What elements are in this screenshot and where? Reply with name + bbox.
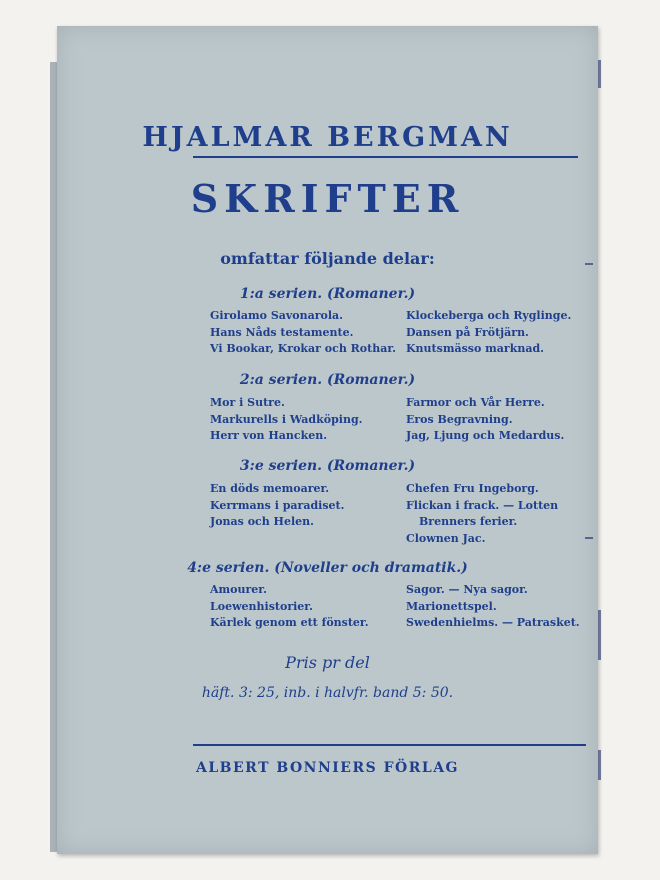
edge-mark (585, 263, 593, 265)
list-item: Eros Begravning. (406, 412, 513, 426)
price-details: häft. 3: 25, inb. i halvfr. band 5: 50. (201, 685, 454, 701)
series-2-right-column (406, 395, 564, 445)
series-4-heading: 4:e serien. (Noveller och dramatik.) (187, 560, 468, 576)
series-1-left-column (210, 308, 396, 358)
list-item: En döds memoarer. (210, 482, 330, 495)
series-2-heading: 2:a serien. (Romaner.) (239, 372, 416, 388)
list-item: Swedenhielms. — Patrasket. (406, 616, 580, 629)
series-2-left-column (210, 395, 362, 445)
series-1-heading: 1:a serien. (Romaner.) (239, 286, 416, 302)
list-item: Herr von Hancken. (210, 429, 328, 442)
list-item: Clownen Jac. (406, 531, 486, 545)
top-rule (193, 156, 578, 158)
list-item: Flickan i frack. — Lotten (406, 498, 559, 512)
list-item: Klockeberga och Ryglinge. (406, 309, 572, 322)
list-item: Kärlek genom ett fönster. (210, 616, 369, 629)
list-item: Hans Nåds testamente. (210, 325, 354, 339)
list-item: Dansen på Frötjärn. (406, 325, 529, 339)
series-3-left-column (210, 481, 344, 531)
list-item: Brenners ferier. (419, 515, 518, 528)
list-item: Kerrmans i paradiset. (210, 498, 345, 512)
list-item: Vi Bookar, Krokar och Rothar. (210, 342, 396, 355)
list-item: Amourer. (210, 583, 267, 596)
list-item: Sagor. — Nya sagor. (406, 583, 528, 596)
list-item: Chefen Fru Ingeborg. (406, 482, 539, 495)
list-item: Markurells i Wadköping. (210, 412, 363, 426)
publisher-name: ALBERT BONNIERS FÖRLAG (195, 760, 460, 776)
bottom-rule (193, 744, 586, 746)
series-3-heading: 3:e serien. (Romaner.) (239, 458, 416, 474)
price-heading: Pris pr del (285, 653, 370, 672)
page-edge-mark (598, 610, 601, 660)
list-item: Jag, Ljung och Medardus. (406, 429, 565, 442)
page-edge-mark (598, 60, 601, 88)
series-3-right-column (406, 481, 558, 547)
list-item: Girolamo Savonarola. (210, 309, 344, 322)
contents-subtitle: omfattar följande delar: (220, 249, 435, 268)
book-back-cover (57, 26, 598, 854)
page-edge-mark (598, 750, 601, 780)
list-item: Knutsmässo marknad. (406, 342, 544, 355)
book-title: SKRIFTER (190, 176, 465, 221)
list-item: Loewenhistorier. (210, 599, 313, 613)
author-name: HJALMAR BERGMAN (142, 122, 513, 153)
list-item: Mor i Sutre. (210, 396, 285, 409)
series-1-right-column (406, 308, 571, 358)
list-item: Marionettspel. (406, 599, 497, 613)
list-item: Jonas och Helen. (210, 515, 314, 528)
series-4-right-column (406, 582, 580, 632)
edge-mark (585, 537, 593, 539)
series-4-left-column (210, 582, 369, 632)
list-item: Farmor och Vår Herre. (406, 396, 545, 409)
